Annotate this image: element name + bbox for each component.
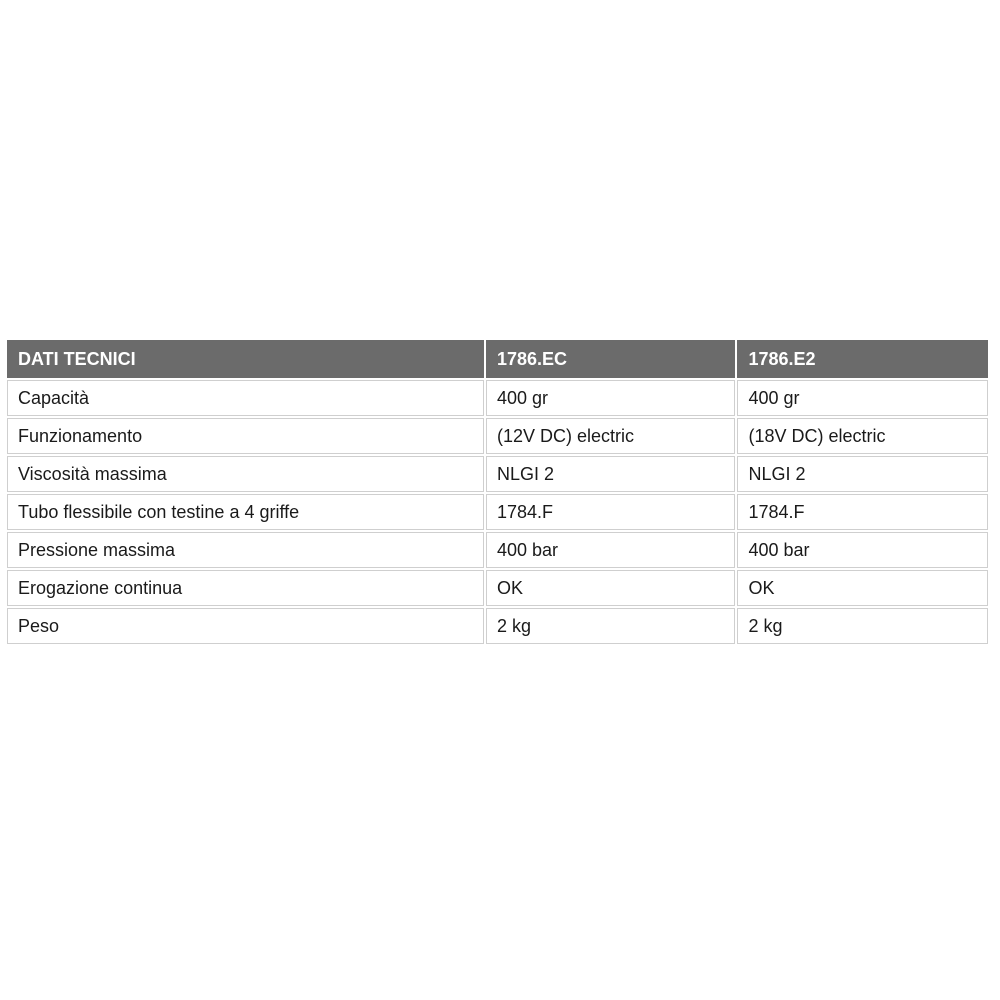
spec-value-1786-e2: (18V DC) electric [737,418,988,454]
table-row [7,456,988,492]
spec-value-1786-ec: 400 gr [486,380,736,416]
spec-value-1786-e2: OK [737,570,988,606]
spec-value-1786-ec: OK [486,570,736,606]
table-header-row [7,340,988,378]
spec-value-1786-e2: 400 bar [737,532,988,568]
technical-data-table [5,338,990,646]
spec-label: Pressione massima [7,532,484,568]
spec-label: Erogazione continua [7,570,484,606]
spec-label: Capacità [7,380,484,416]
spec-value-1786-ec: 2 kg [486,608,736,644]
spec-value-1786-e2: 1784.F [737,494,988,530]
spec-value-1786-ec: (12V DC) electric [486,418,736,454]
header-model-1786-e2: 1786.E2 [737,340,988,378]
table-row [7,532,988,568]
spec-value-1786-ec: 400 bar [486,532,736,568]
table-row [7,380,988,416]
table-row [7,608,988,644]
spec-value-1786-ec: 1784.F [486,494,736,530]
spec-value-1786-ec: NLGI 2 [486,456,736,492]
spec-value-1786-e2: NLGI 2 [737,456,988,492]
header-model-1786-ec: 1786.EC [486,340,736,378]
header-specification: DATI TECNICI [7,340,484,378]
spec-value-1786-e2: 2 kg [737,608,988,644]
table-row [7,570,988,606]
spec-label: Peso [7,608,484,644]
spec-label: Funzionamento [7,418,484,454]
table-row [7,494,988,530]
table-row [7,418,988,454]
spec-label: Viscosità massima [7,456,484,492]
spec-label: Tubo flessibile con testine a 4 griffe [7,494,484,530]
spec-value-1786-e2: 400 gr [737,380,988,416]
